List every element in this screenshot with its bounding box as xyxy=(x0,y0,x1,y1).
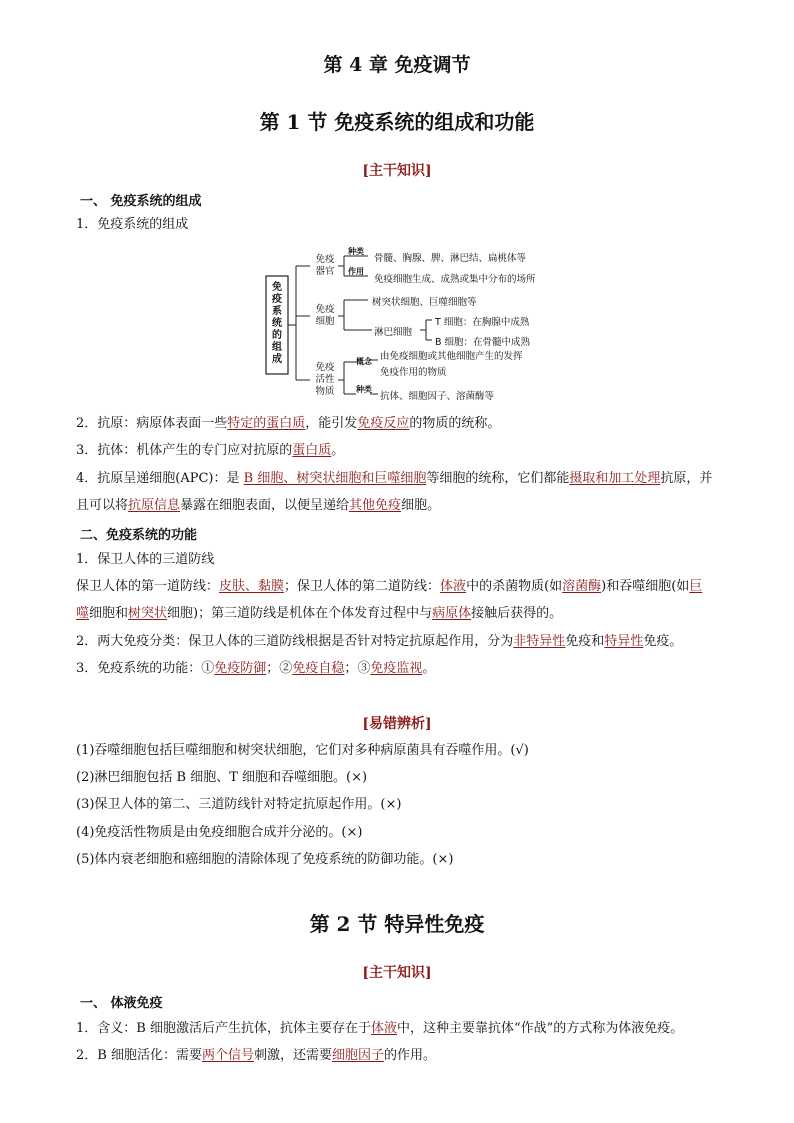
main-knowledge-label-1: [主干知识] xyxy=(362,163,432,179)
heading-immune-function: 二、免疫系统的功能 xyxy=(80,528,198,543)
error-item: (5)体内衰老细胞和癌细胞的清除体现了免疫系统的防御功能。(×) xyxy=(76,852,454,867)
diagram-b-cell: B 细胞：在骨髓中成熟 xyxy=(435,337,531,348)
para-humoral-meaning: 1．含义：B 细胞激活后产生抗体，抗体主要存在于体液中，这种主要靠抗体“作战”的方式称为体液免疫。 xyxy=(76,1021,684,1036)
para-b-cell-activation: 2．B 细胞活化：需要两个信号刺激，还需要细胞因子的作用。 xyxy=(76,1048,437,1063)
diagram-b2-value1: 树突状细胞、巨噬细胞等 xyxy=(372,297,477,308)
para-apc-line2: 且可以将抗原信息暴露在细胞表面，以便呈递给其他免疫细胞。 xyxy=(76,498,441,513)
diagram-lymphocytes: 淋巴细胞 xyxy=(374,327,413,338)
error-analysis-label: [易错辨析] xyxy=(362,716,432,732)
para-defense-line1: 保卫人体的第一道防线：皮肤、黏膜；保卫人体的第二道防线：体液中的杀菌物质(如溶菌酶)和吞噬细胞(如巨 xyxy=(76,579,703,594)
error-item: (2)淋巴细胞包括 B 细胞、T 细胞和吞噬细胞。(×) xyxy=(76,770,368,785)
heading-immune-composition: 一、 免疫系统的组成 xyxy=(80,194,202,209)
chapter-title: 第 4 章 免疫调节 xyxy=(323,54,471,76)
diagram-b1-kind: 种类 xyxy=(348,247,364,256)
para-three-lines: 1．保卫人体的三道防线 xyxy=(76,552,215,567)
diagram-b1-value2: 免疫细胞生成、成熟或集中分布的场所 xyxy=(374,274,536,285)
para-1: 1．免疫系统的组成 xyxy=(76,217,189,232)
para-defense-line2: 噬细胞和树突状细胞)；第三道防线是机体在个体发育过程中与病原体接触后获得的。 xyxy=(76,606,563,621)
para-antigen: 2．抗原：病原体表面一些特定的蛋白质，能引发免疫反应的物质的统称。 xyxy=(76,416,501,431)
diagram-active-substances: 免疫活性物质 xyxy=(315,362,335,397)
diagram-root: 免疫系统的组成 xyxy=(272,282,282,365)
section-1-title: 第 1 节 免疫系统的组成和功能 xyxy=(259,110,535,134)
diagram-b3-value2: 抗体、细胞因子、溶菌酶等 xyxy=(380,391,495,402)
error-item: (4)免疫活性物质是由免疫细胞合成并分泌的。(×) xyxy=(76,825,363,840)
error-item: (1)吞噬细胞包括巨噬细胞和树突状细胞，它们对多种病原菌具有吞噬作用。(√) xyxy=(76,743,529,758)
diagram-immune-cells: 免疫细胞 xyxy=(315,304,335,327)
diagram-b3-value1b: 免疫作用的物质 xyxy=(380,367,447,378)
para-apc-line1: 4．抗原呈递细胞(APC)：是 B 细胞、树突状细胞和巨噬细胞等细胞的统称，它们都能摄取和加工处理抗原，并 xyxy=(76,471,713,486)
para-functions: 3．免疫系统的功能：①免疫防御；②免疫自稳；③免疫监视。 xyxy=(76,661,436,676)
diagram-immune-organs: 免疫器官 xyxy=(315,254,335,277)
section-2-title: 第 2 节 特异性免疫 xyxy=(309,912,485,936)
diagram-b3-value1a: 由免疫细胞或其他细胞产生的发挥 xyxy=(380,351,523,362)
diagram-t-cell: T 细胞：在胸腺中成熟 xyxy=(435,317,530,328)
diagram-b1-function: 作用 xyxy=(348,267,364,276)
diagram-b1-value1: 骨髓、胸腺、脾、淋巴结、扁桃体等 xyxy=(374,253,527,264)
diagram-b3-concept: 概念 xyxy=(356,357,372,366)
immune-system-diagram xyxy=(260,244,570,404)
heading-humoral-immunity: 一、 体液免疫 xyxy=(80,996,163,1011)
main-knowledge-label-2: [主干知识] xyxy=(362,965,432,981)
para-antibody: 3．抗体：机体产生的专门应对抗原的蛋白质。 xyxy=(76,443,345,458)
diagram-b3-kind: 种类 xyxy=(356,385,372,394)
para-classification: 2．两大免疫分类：保卫人体的三道防线根据是否针对特定抗原起作用，分为非特异性免疫和特异性免疫。 xyxy=(76,634,683,649)
error-item: (3)保卫人体的第二、三道防线针对特定抗原起作用。(×) xyxy=(76,797,402,812)
